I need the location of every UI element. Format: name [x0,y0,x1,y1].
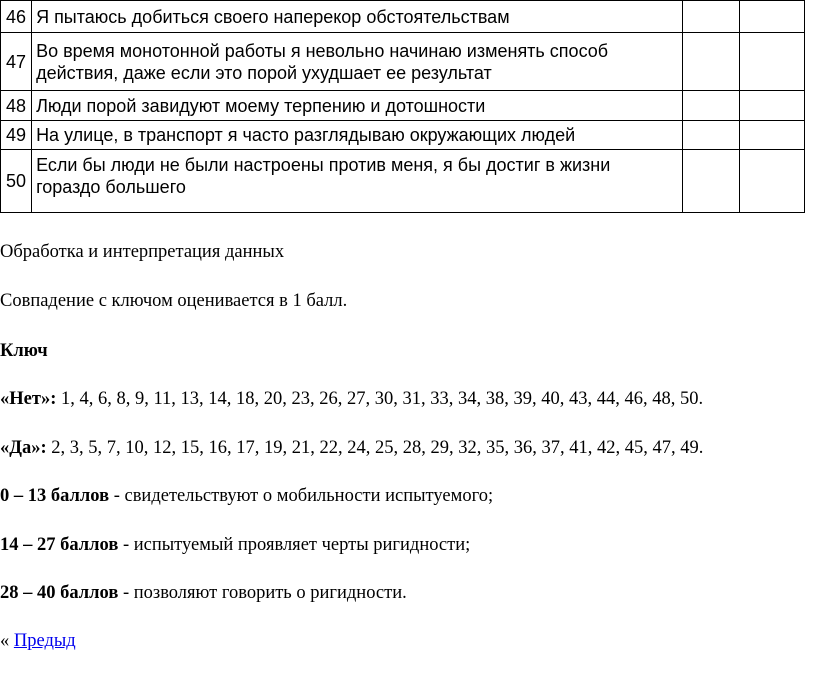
range-label: 0 – 13 баллов [0,486,110,506]
question-text: Во время монотонной работы я невольно начинаю изменять способ действия, даже если это порой ухудшает ее результат [32,33,683,91]
prev-arrow: « [0,631,14,651]
question-number: 47 [1,33,32,91]
range-text: - испытуемый проявляет черты ригидности; [118,535,471,555]
question-text: Люди порой завидуют моему терпению и дотошности [32,91,683,121]
question-text: На улице, в транспорт я часто разглядываю окружающих людей [32,121,683,150]
answer-cell [739,121,804,150]
answer-cell [739,91,804,121]
range-text: - свидетельствуют о мобильности испытуемого; [109,486,494,506]
key-heading: Ключ [0,341,48,361]
pagination [0,630,76,652]
key-no-label: «Нет»: [0,389,57,409]
answer-cell [682,121,739,150]
key-yes-label: «Да»: [0,438,47,458]
table-row [1,33,805,91]
table-row [1,1,805,33]
answer-cell [682,33,739,91]
range-label: 14 – 27 баллов [0,535,119,555]
range-line-mobility [0,485,493,507]
prev-page-link[interactable]: Предыд [13,631,76,651]
key-no-line [0,388,703,410]
range-line-traits [0,534,470,556]
table-row [1,121,805,150]
answer-cell [739,33,804,91]
questions-table [0,0,805,213]
question-number: 46 [1,1,32,33]
answer-cell [739,1,804,33]
scoring-note: Совпадение с ключом оценивается в 1 балл. [0,291,348,311]
answer-cell [682,150,739,213]
section-title: Обработка и интерпретация данных [0,242,285,262]
question-number: 50 [1,150,32,213]
range-label: 28 – 40 баллов [0,583,119,603]
answer-cell [682,1,739,33]
answer-cell [739,150,804,213]
question-number: 49 [1,121,32,150]
table-row [1,150,805,213]
range-line-rigidity [0,582,407,604]
range-text: - позволяют говорить о ригидности. [118,583,407,603]
key-no-values: 1, 4, 6, 8, 9, 11, 13, 14, 18, 20, 23, 26, 27, 30, 31, 33, 34, 38, 39, 40, 43, 44, 46, 48, 50. [56,389,704,409]
table-row [1,91,805,121]
answer-cell [682,91,739,121]
question-text: Я пытаюсь добиться своего наперекор обстоятельствам [32,1,683,33]
key-yes-line [0,437,703,459]
key-yes-values: 2, 3, 5, 7, 10, 12, 15, 16, 17, 19, 21, 22, 24, 25, 28, 29, 32, 35, 36, 37, 41, 42, 45, 47, 49. [46,438,704,458]
question-number: 48 [1,91,32,121]
question-text: Если бы люди не были настроены против меня, я бы достиг в жизни гораздо большего [32,150,683,213]
